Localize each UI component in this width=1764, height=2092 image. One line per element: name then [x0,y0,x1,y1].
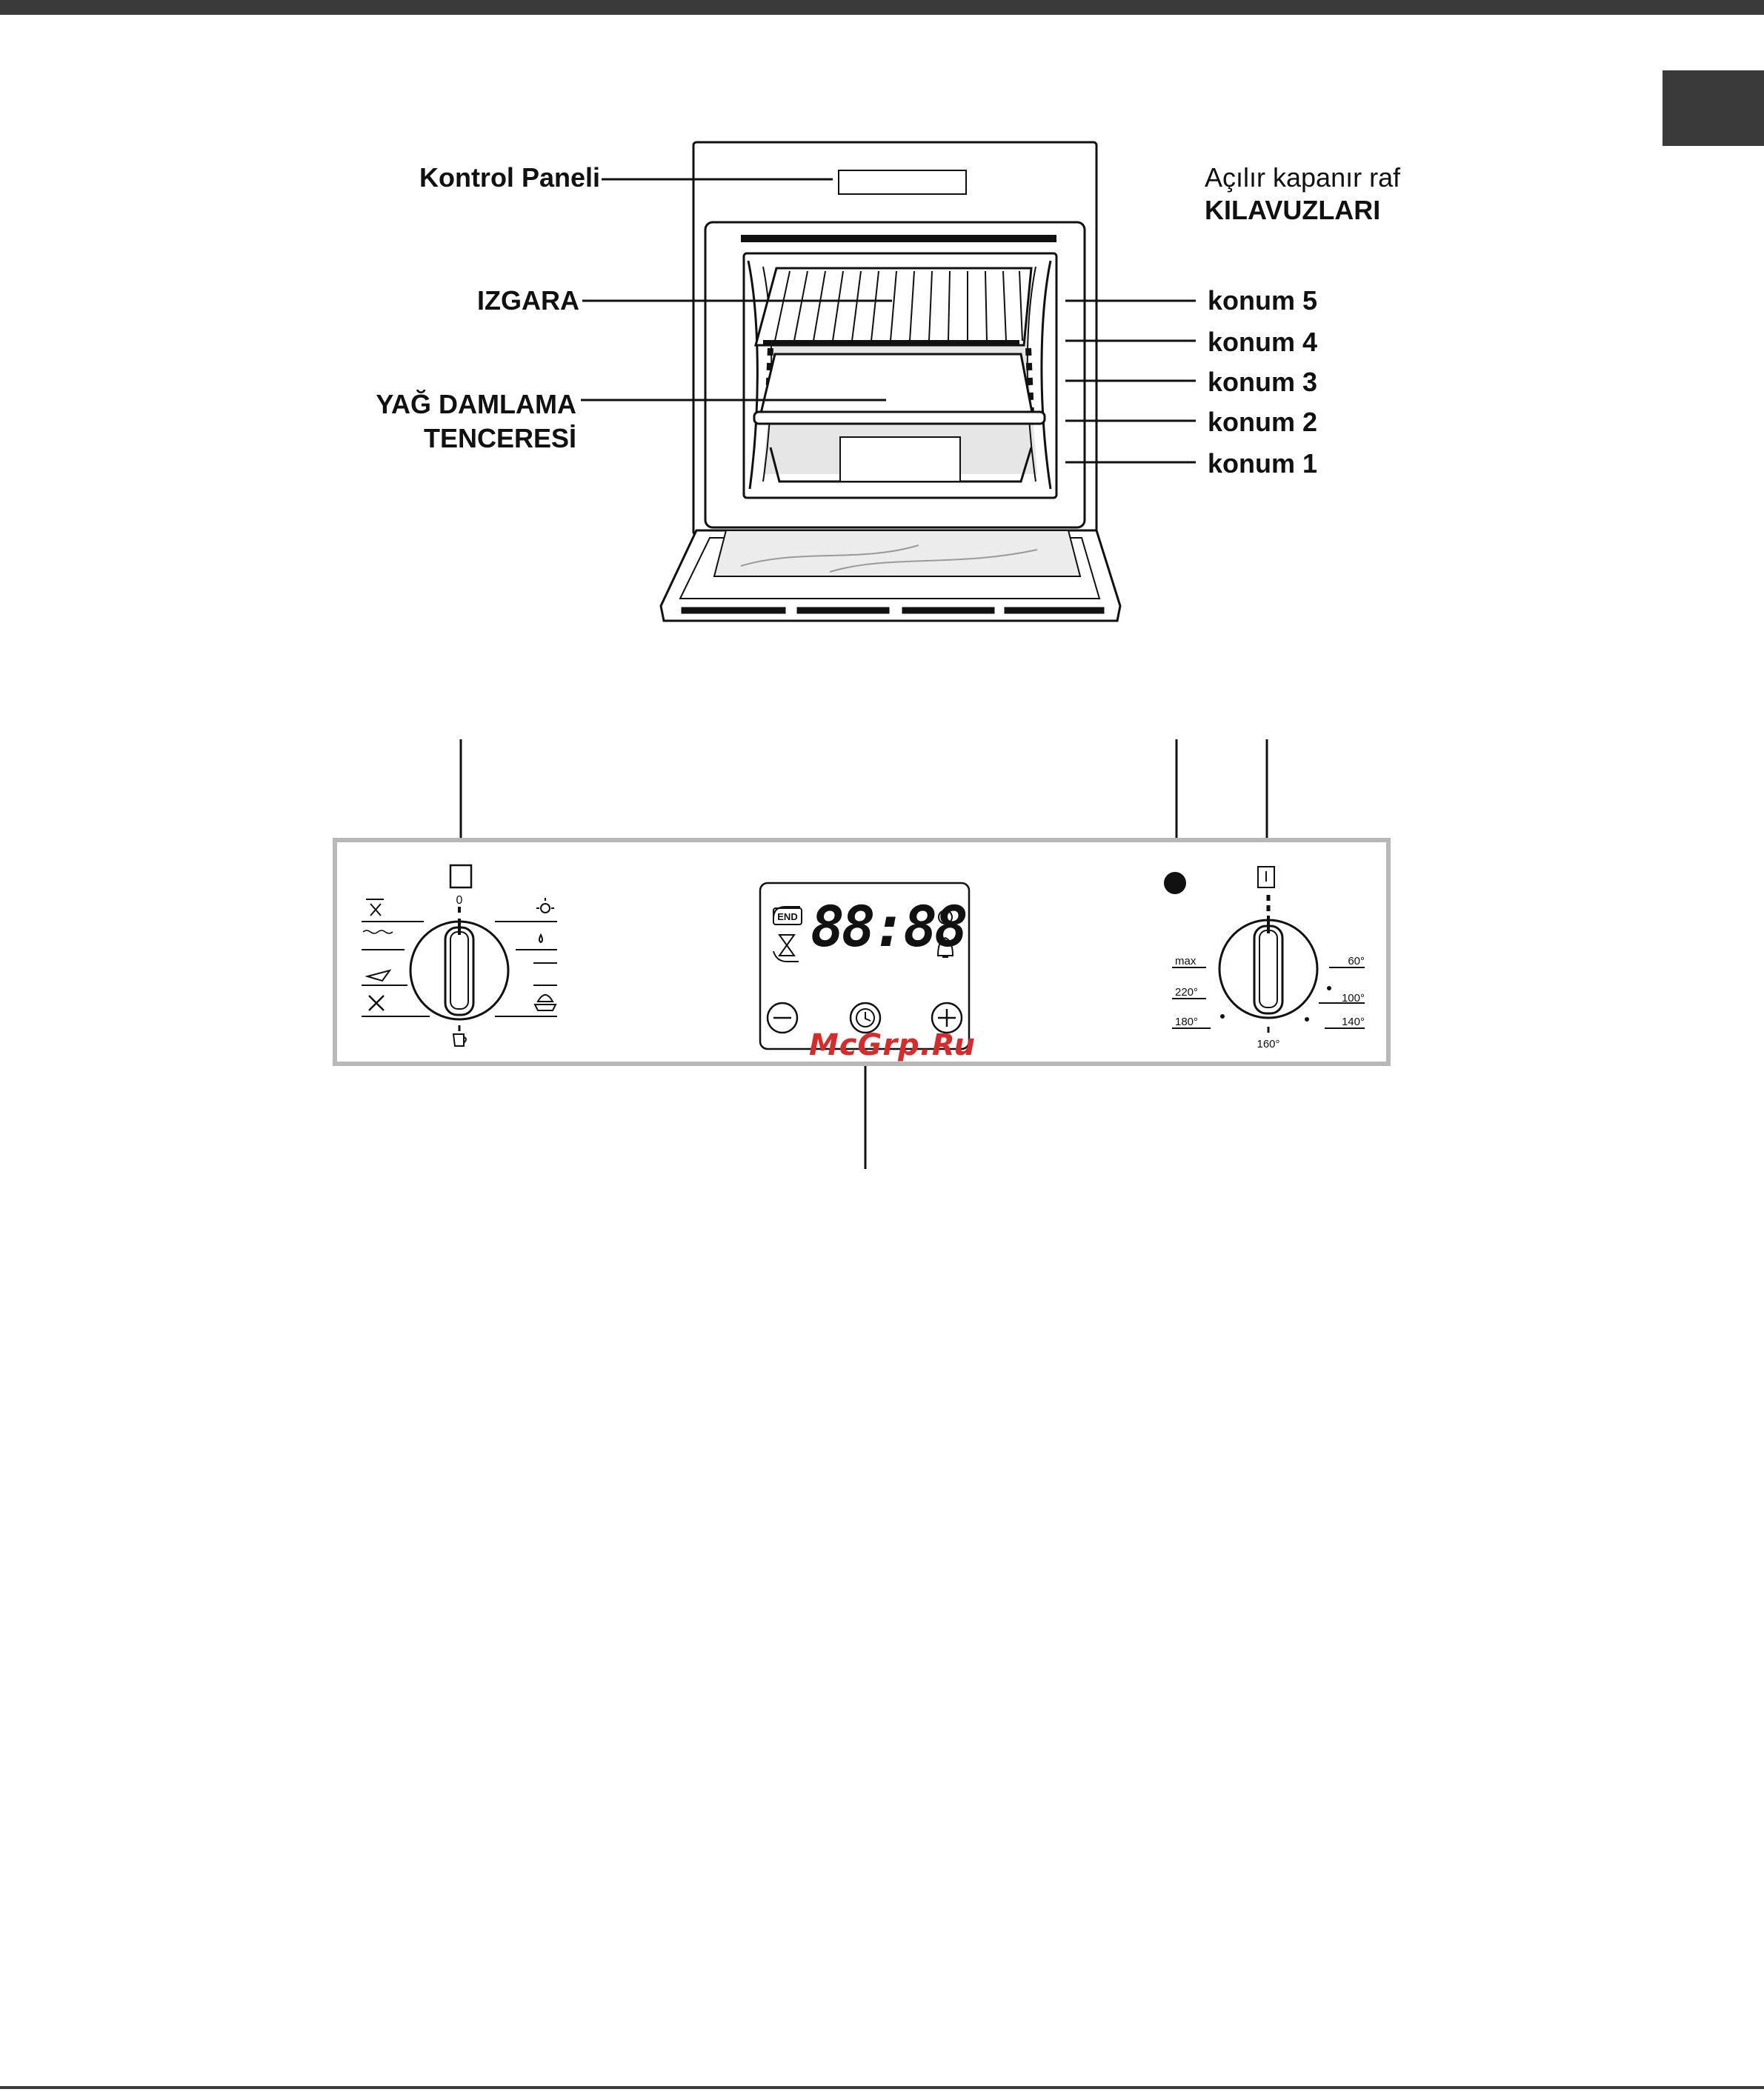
position-4-label: konum 4 [1208,327,1318,357]
drip-pan-label-line2: TENCERESİ [423,423,576,453]
position-3-label: konum 3 [1208,367,1318,397]
minus-button[interactable] [768,1003,797,1033]
position-1-label: konum 1 [1208,448,1318,479]
temp-mark-140: 140° [1341,1016,1365,1028]
indicator-lamp [1164,872,1186,894]
temp-mark-max: max [1175,955,1196,967]
temp-mark-160: 160° [1257,1038,1280,1050]
temp-mark-100: 100° [1341,992,1365,1005]
position-5-label: konum 5 [1208,285,1318,316]
temp-mark-60: 60° [1348,955,1365,967]
display-digits: 88:88 [811,893,965,959]
display-end-label: END [777,911,798,922]
watermark: McGrp.Ru [809,1028,976,1062]
temp-mark-220: 220° [1175,986,1199,999]
position-2-label: konum 2 [1208,407,1318,437]
control-panel-label: Kontrol Paneli [419,162,600,193]
temp-mark-180: 180° [1175,1016,1199,1028]
grill-rack [756,268,1031,345]
grill-label: IZGARA [477,285,579,316]
shelf-guides-label-line1: Açılır kapanır raf [1205,162,1401,193]
drip-pan [754,354,1045,424]
selector-zero-label: 0 [456,894,463,907]
shelf-guides-label-line2: KILAVUZLARI [1205,195,1381,225]
drip-pan-label-line1: YAĞ DAMLAMA [376,389,576,419]
oven-door [661,530,1120,621]
